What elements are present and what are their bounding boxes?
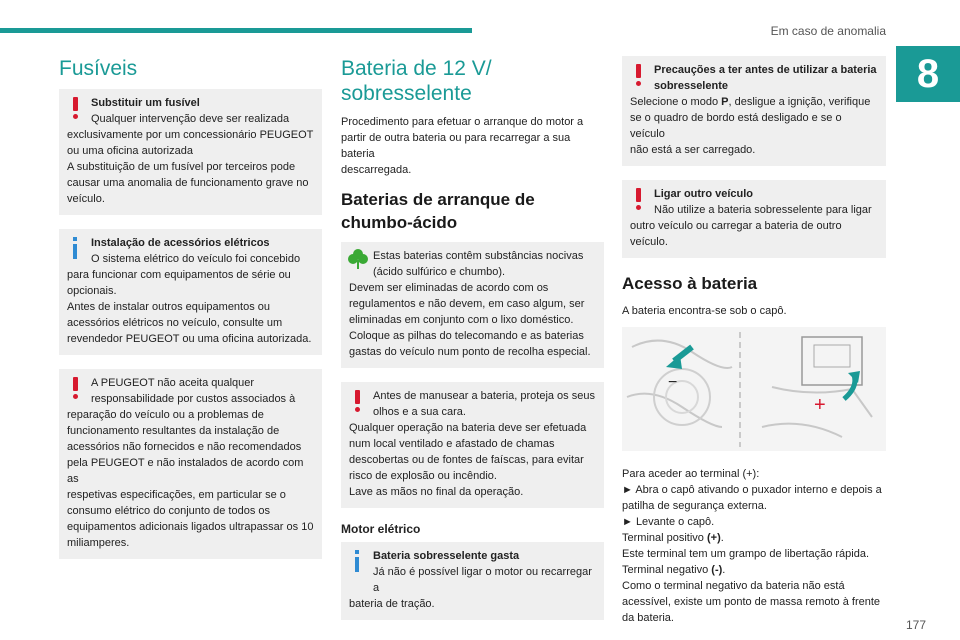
battery-access-heading: Acesso à bateria [622, 274, 758, 293]
column-fuses [59, 56, 322, 573]
header-accent-bar [0, 28, 472, 33]
warning-icon [351, 390, 365, 412]
page-number: 177 [905, 618, 926, 632]
battery-title: Bateria de 12 V/ sobresselente [341, 57, 492, 105]
lead-acid-heading: Baterias de arranque de chumbo-ácido [341, 190, 535, 232]
section-title: Em caso de anomalia [770, 24, 886, 38]
battery-intro: Procedimento para efetuar o arranque do motor a partir de outra bateria ou para recarregar a sua bateria descarregada. [341, 116, 584, 176]
chapter-tab: 8 [896, 46, 960, 102]
warning-icon [632, 64, 646, 86]
warning-box-handling: Antes de manusear a bateria, proteja os seus olhos e a sua cara. Qualquer operação na bateria deve ser efetuada num local ventilado e afastado de chamas descobertas ou de fontes de faíscas, para evitar risco de explosão ou incêndio. Lave as mãos no final da operação. [341, 382, 604, 508]
battery-access-intro: A bateria encontra-se sob o capô. [622, 305, 787, 317]
column-battery [341, 56, 604, 634]
warning-box-fuse-replace: Substituir um fusível Qualquer intervenção deve ser realizada exclusivamente por um concessionário PEUGEOT ou uma oficina autorizada A substituição de um fusível por terceiros pode causar uma anomalia de funcionamento grave no veículo. [59, 89, 322, 215]
engine-bay-illustration [622, 327, 886, 451]
environment-box: Estas baterias contêm substâncias nocivas (ácido sulfúrico e chumbo). Devem ser eliminadas de acordo com os regulamentos e não devem, em caso algum, ser eliminadas em conjunto com o lixo doméstico. Coloque as pilhas do telecomando e as baterias gastas do veículo num ponto de recolha especial. [341, 242, 604, 368]
warning-box-other-vehicle: Ligar outro veículo Não utilize a bateria sobresselente para ligar outro veículo ou carregar a bateria de outro veículo. [622, 180, 886, 258]
warning-box-precautions: Precauções a ter antes de utilizar a bateria sobresselente Selecione o modo P, desligue a ignição, verifique se o quadro de bordo está desligado e se o veículo não está a ser carregado. [622, 56, 886, 166]
positive-terminal-label: + [814, 394, 826, 416]
info-box-accessories: Instalação de acessórios elétricos O sistema elétrico do veículo foi concebido para funcionar com equipamentos de série ou opcionais. Antes de instalar outros equipamentos ou acessórios elétricos no veículo, consulte um revendedor PEUGEOT ou uma oficina autorizada. [59, 229, 322, 355]
warning-box-liability: A PEUGEOT não aceita qualquer responsabilidade por custos associados à reparação do veículo ou a problemas de funcionamento resultantes da instalação de acessórios não fornecidos e não recomendados pela PEUGEOT e não instalados de acordo com as respetivas especificações, em particular se o consumo elétrico do conjunto de todos os equipamentos adicionais ligados ultrapassar os 10 miliamperes. [59, 369, 322, 559]
info-icon [69, 237, 83, 259]
warning-icon [632, 188, 646, 210]
tree-icon [347, 248, 369, 270]
warning-icon [69, 97, 83, 119]
fuses-title: Fusíveis [59, 57, 138, 80]
negative-terminal-label: − [668, 374, 678, 391]
column-battery-access [622, 56, 886, 626]
electric-motor-heading: Motor elétrico [341, 522, 421, 536]
info-box-spare-battery: Bateria sobresselente gasta Já não é possível ligar o motor ou recarregar a bateria de tração. [341, 542, 604, 620]
info-icon [351, 550, 365, 572]
warning-icon [69, 377, 83, 399]
battery-access-instructions: Para aceder ao terminal (+): ► Abra o capô ativando o puxador interno e depois a patilha de segurança externa. ► Levante o capô. Terminal positivo (+). Este terminal tem um grampo de libertação rápida. Terminal negativo (-). Como o terminal negativo da bateria não está acessível, existe um ponto de massa remoto à frente da bateria. [622, 468, 882, 624]
